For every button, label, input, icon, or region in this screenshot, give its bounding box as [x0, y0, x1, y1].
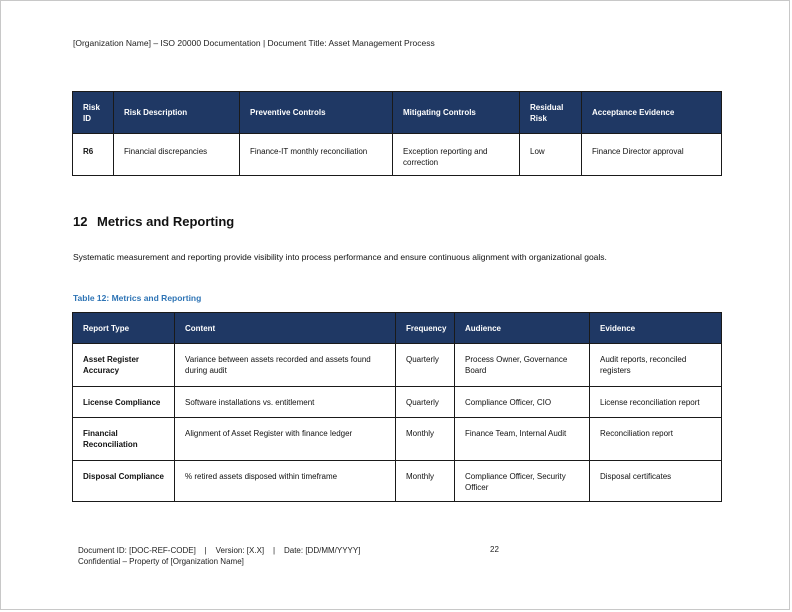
- section-intro: Systematic measurement and reporting provide visibility into process performance and ensure continuous alignment with organizational goals.: [73, 252, 607, 262]
- frequency-cell: Monthly: [396, 461, 455, 502]
- table-row: [73, 461, 722, 502]
- header-content: Content: [175, 313, 396, 344]
- audience-cell: Compliance Officer, Security Officer: [455, 461, 590, 502]
- footer-document-info: Document ID: [DOC-REF-CODE] | Version: [X.X] | Date: [DD/MM/YYYY]: [78, 546, 361, 555]
- section-heading: [73, 214, 234, 229]
- report-type-cell: Financial Reconciliation: [73, 418, 175, 461]
- risk-description-cell: Financial discrepancies: [114, 134, 240, 176]
- evidence-cell: Disposal certificates: [590, 461, 722, 502]
- report-type-cell: License Compliance: [73, 387, 175, 418]
- header-risk-id: Risk ID: [73, 92, 114, 134]
- content-cell: Variance between assets recorded and assets found during audit: [175, 344, 396, 387]
- content-cell: % retired assets disposed within timeframe: [175, 461, 396, 502]
- report-type-cell: Asset Register Accuracy: [73, 344, 175, 387]
- header-frequency: Frequency: [396, 313, 455, 344]
- audience-cell: Process Owner, Governance Board: [455, 344, 590, 387]
- header-audience: Audience: [455, 313, 590, 344]
- content-cell: Alignment of Asset Register with finance ledger: [175, 418, 396, 461]
- table-row: [73, 418, 722, 461]
- risk-table-header-row: [73, 92, 722, 134]
- metrics-table: [72, 312, 722, 502]
- page-footer: [78, 545, 360, 567]
- frequency-cell: Quarterly: [396, 344, 455, 387]
- header-residual-risk: Residual Risk: [520, 92, 582, 134]
- mitigating-controls-cell: Exception reporting and correction: [393, 134, 520, 176]
- report-type-cell: Disposal Compliance: [73, 461, 175, 502]
- audience-cell: Compliance Officer, CIO: [455, 387, 590, 418]
- footer-confidential: Confidential – Property of [Organization Name]: [78, 557, 244, 566]
- residual-risk-cell: Low: [520, 134, 582, 176]
- evidence-cell: Reconciliation report: [590, 418, 722, 461]
- content-cell: Software installations vs. entitlement: [175, 387, 396, 418]
- frequency-cell: Quarterly: [396, 387, 455, 418]
- table-row: [73, 387, 722, 418]
- risk-table: [72, 91, 722, 176]
- acceptance-evidence-cell: Finance Director approval: [582, 134, 722, 176]
- header-risk-description: Risk Description: [114, 92, 240, 134]
- header-preventive-controls: Preventive Controls: [240, 92, 393, 134]
- frequency-cell: Monthly: [396, 418, 455, 461]
- section-title: Metrics and Reporting: [97, 214, 235, 229]
- audience-cell: Finance Team, Internal Audit: [455, 418, 590, 461]
- header-acceptance-evidence: Acceptance Evidence: [582, 92, 722, 134]
- section-number: 12: [73, 214, 88, 229]
- table-row: [73, 344, 722, 387]
- header-evidence: Evidence: [590, 313, 722, 344]
- table-caption: Table 12: Metrics and Reporting: [73, 293, 202, 303]
- preventive-controls-cell: Finance-IT monthly reconciliation: [240, 134, 393, 176]
- table-row: [73, 134, 722, 176]
- page-number: 22: [490, 545, 499, 554]
- metrics-table-header-row: [73, 313, 722, 344]
- evidence-cell: License reconciliation report: [590, 387, 722, 418]
- risk-id-cell: R6: [73, 134, 114, 176]
- header-report-type: Report Type: [73, 313, 175, 344]
- page-header: [Organization Name] – ISO 20000 Documentation | Document Title: Asset Management Process: [73, 38, 435, 48]
- header-mitigating-controls: Mitigating Controls: [393, 92, 520, 134]
- evidence-cell: Audit reports, reconciled registers: [590, 344, 722, 387]
